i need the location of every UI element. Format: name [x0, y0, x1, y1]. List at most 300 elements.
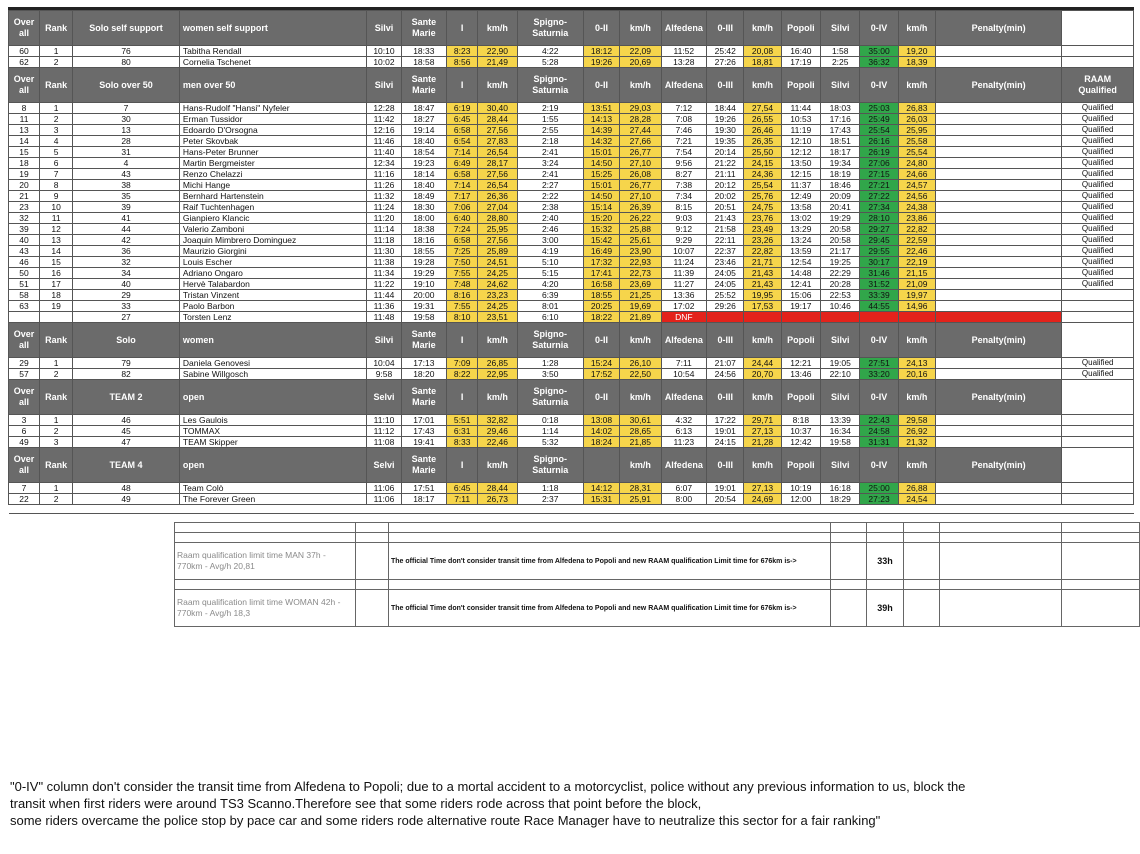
cell-overall: 62 — [9, 57, 40, 68]
cell-raam-qualified — [1062, 483, 1134, 494]
cell-silvi: 10:10 — [367, 46, 401, 57]
cell-popoli: 13:29 — [781, 224, 820, 235]
cell-popoli: 19:17 — [781, 301, 820, 312]
cell-kmh-0-ii: 19,69 — [620, 301, 661, 312]
cell-alfedena: 9:29 — [661, 235, 707, 246]
cell-sante-marie: 19:14 — [401, 125, 447, 136]
cell-alfedena: 11:27 — [661, 279, 707, 290]
cell-kmh-0-iii: 26,55 — [744, 114, 781, 125]
cell-overall: 14 — [9, 136, 40, 147]
cell-silvi: 9:58 — [367, 369, 401, 380]
cell-overall: 43 — [9, 246, 40, 257]
cell-silvi: 11:18 — [367, 235, 401, 246]
column-header: Over all — [9, 68, 40, 103]
cell-sante-marie: 19:10 — [401, 279, 447, 290]
table-row — [9, 290, 1134, 301]
cell-alfedena: 7:38 — [661, 180, 707, 191]
column-header: km/h — [898, 380, 935, 415]
cell-rank: 11 — [40, 213, 73, 224]
cell-sante-marie: 18:17 — [401, 494, 447, 505]
column-header: km/h — [478, 11, 517, 46]
cell-kmh-0-ii: 26,39 — [620, 202, 661, 213]
cell-silvi-2: 18:17 — [821, 147, 860, 158]
cell-bib: 82 — [73, 369, 180, 380]
end-cell — [73, 505, 180, 514]
cell-kmh-0-iv: 24,80 — [898, 158, 935, 169]
table-row — [9, 224, 1134, 235]
cell-kmh-0-ii: 28,28 — [620, 114, 661, 125]
cell-time-0-ii: 16:58 — [583, 279, 619, 290]
cell-name: Hervè Talabardon — [179, 279, 367, 290]
cell-penalty — [936, 268, 1062, 279]
cell-silvi-2: 18:19 — [821, 169, 860, 180]
cell-time-0-iv: 29:45 — [860, 235, 898, 246]
cell-time-i: 6:58 — [447, 169, 478, 180]
cell-kmh-0-ii: 26,77 — [620, 180, 661, 191]
cell-rank: 16 — [40, 268, 73, 279]
cell-bib: 32 — [73, 257, 180, 268]
cell-name: Tristan Vinzent — [179, 290, 367, 301]
column-header: Rank — [40, 68, 73, 103]
cell-silvi-2: 22:10 — [821, 369, 860, 380]
cell-rank: 1 — [40, 358, 73, 369]
column-header: Silvi — [821, 11, 860, 46]
cell-silvi: 10:04 — [367, 358, 401, 369]
cell-name: The Forever Green — [179, 494, 367, 505]
cell-penalty — [936, 246, 1062, 257]
cell-silvi-2: 19:58 — [821, 437, 860, 448]
cell-time-0-iii: 22:11 — [707, 235, 744, 246]
cell-kmh-0-iii: 21,43 — [744, 279, 781, 290]
cell-sante-marie: 19:29 — [401, 268, 447, 279]
cell-bib: 31 — [73, 147, 180, 158]
end-cell — [898, 505, 935, 514]
cell-bib: 47 — [73, 437, 180, 448]
table-row — [9, 213, 1134, 224]
cell-name: Gianpiero Klancic — [179, 213, 367, 224]
cell-spigno-saturnia: 3:50 — [517, 369, 583, 380]
cell-time-i: 8:56 — [447, 57, 478, 68]
cell-kmh-0-iii: 24,15 — [744, 158, 781, 169]
column-header: Penalty(min) — [936, 323, 1062, 358]
cell-time-i: 6:40 — [447, 213, 478, 224]
column-header: km/h — [744, 448, 781, 483]
cell-raam-qualified — [1062, 312, 1134, 323]
column-header: Spigno-Saturnia — [517, 68, 583, 103]
column-header: 0-IV — [860, 68, 898, 103]
cell-kmh-0-ii: 23,90 — [620, 246, 661, 257]
cell-kmh-0-ii: 26,22 — [620, 213, 661, 224]
cell-kmh-i: 22,46 — [478, 437, 517, 448]
column-header: Alfedena — [661, 323, 707, 358]
cell-time-0-iv: 25:03 — [860, 103, 898, 114]
cell-name: Cornelia Tschenet — [179, 57, 367, 68]
cell-time-0-iii: 20:51 — [707, 202, 744, 213]
cell-kmh-0-ii: 27,66 — [620, 136, 661, 147]
cell-popoli: 12:00 — [781, 494, 820, 505]
column-header: women — [179, 323, 367, 358]
cell-time-0-ii: 18:22 — [583, 312, 619, 323]
cell-name: Maurizio Giorgini — [179, 246, 367, 257]
cell-spigno-saturnia: 1:14 — [517, 426, 583, 437]
end-cell — [781, 505, 820, 514]
cell-kmh-0-ii: 25,88 — [620, 224, 661, 235]
cell-silvi-2: 18:29 — [821, 494, 860, 505]
cell-bib: 39 — [73, 202, 180, 213]
limit-row-woman — [175, 590, 1140, 627]
table-row — [9, 483, 1134, 494]
cell-kmh-i: 27,83 — [478, 136, 517, 147]
cell-time-0-iii: 29:26 — [707, 301, 744, 312]
limit-label-woman: Raam qualification limit time WOMAN 42h - 770km - Avg/h 18,3 — [175, 590, 356, 627]
cell-time-0-iv: 44:55 — [860, 301, 898, 312]
cell-kmh-i: 26,54 — [478, 147, 517, 158]
cell-kmh-0-iii: 24,44 — [744, 358, 781, 369]
table-row — [9, 46, 1134, 57]
cell-time-i: 7:48 — [447, 279, 478, 290]
cell-name: Les Gaulois — [179, 415, 367, 426]
cell-spigno-saturnia: 2:38 — [517, 202, 583, 213]
column-header: Penalty(min) — [936, 448, 1062, 483]
cell-time-0-ii: 14:39 — [583, 125, 619, 136]
column-header: Over all — [9, 11, 40, 46]
cell-time-0-ii: 15:14 — [583, 202, 619, 213]
cell-time-0-iii: 20:02 — [707, 191, 744, 202]
cell-popoli: 16:40 — [781, 46, 820, 57]
column-header: Penalty(min) — [936, 380, 1062, 415]
cell-time-0-iii: 25:42 — [707, 46, 744, 57]
cell-bib: 46 — [73, 415, 180, 426]
cell-bib: 36 — [73, 246, 180, 257]
cell-time-i: 7:14 — [447, 147, 478, 158]
cell-kmh-0-iii: 23,49 — [744, 224, 781, 235]
cell-time-0-iii: 19:26 — [707, 114, 744, 125]
cell-kmh-i: 26,73 — [478, 494, 517, 505]
column-header: Alfedena — [661, 68, 707, 103]
cell-penalty — [936, 158, 1062, 169]
cell-spigno-saturnia: 4:19 — [517, 246, 583, 257]
cell-silvi-2: 17:43 — [821, 125, 860, 136]
end-cell — [9, 505, 40, 514]
cell-kmh-i: 28,44 — [478, 114, 517, 125]
column-header: Sante Marie — [401, 323, 447, 358]
cell-overall: 6 — [9, 426, 40, 437]
cell-bib: 29 — [73, 290, 180, 301]
column-header: 0-III — [707, 448, 744, 483]
cell-bib: 13 — [73, 125, 180, 136]
cell-time-0-iii: 21:22 — [707, 158, 744, 169]
cell-time-0-ii: 17:52 — [583, 369, 619, 380]
column-header: Popoli — [781, 68, 820, 103]
cell-silvi: 12:34 — [367, 158, 401, 169]
cell-rank: 10 — [40, 202, 73, 213]
cell-time-0-iii: 19:30 — [707, 125, 744, 136]
cell-rank: 18 — [40, 290, 73, 301]
cell-silvi: 11:32 — [367, 191, 401, 202]
cell-overall: 11 — [9, 114, 40, 125]
cell-kmh-0-iii: 26,46 — [744, 125, 781, 136]
cell-penalty — [936, 369, 1062, 380]
cell-time-0-iv: 36:32 — [860, 57, 898, 68]
cell-penalty — [936, 147, 1062, 158]
column-header: Over all — [9, 448, 40, 483]
cell-raam-qualified — [1062, 426, 1134, 437]
footnote — [10, 778, 1134, 829]
cell-kmh-i: 26,54 — [478, 180, 517, 191]
column-header: Popoli — [781, 380, 820, 415]
cell-time-i: 5:51 — [447, 415, 478, 426]
cell-time-0-ii: 18:12 — [583, 46, 619, 57]
cell-kmh-i: 25,95 — [478, 224, 517, 235]
cell-time-i: 6:19 — [447, 103, 478, 114]
cell-popoli: 13:58 — [781, 202, 820, 213]
cell-raam-qualified: Qualified — [1062, 114, 1134, 125]
table-row — [9, 147, 1134, 158]
column-header: I — [447, 11, 478, 46]
column-header: TEAM 2 — [73, 380, 180, 415]
cell-name: Torsten Lenz — [179, 312, 367, 323]
cell-raam-qualified — [1062, 301, 1134, 312]
column-header: Silvi — [821, 68, 860, 103]
cell-name: Tabitha Rendall — [179, 46, 367, 57]
column-header: Sante Marie — [401, 68, 447, 103]
cell-penalty — [936, 257, 1062, 268]
cell-name: Raif Tuchtenhagen — [179, 202, 367, 213]
cell-popoli: 10:19 — [781, 483, 820, 494]
cell-bib: 80 — [73, 57, 180, 68]
cell-kmh-0-iii: 23,76 — [744, 213, 781, 224]
column-header: Spigno-Saturnia — [517, 380, 583, 415]
cell-time-0-iv: 26:16 — [860, 136, 898, 147]
cell-time-0-ii: 15:31 — [583, 494, 619, 505]
cell-kmh-i: 29,46 — [478, 426, 517, 437]
cell-time-0-iv: 30:17 — [860, 257, 898, 268]
cell-popoli: 12:41 — [781, 279, 820, 290]
cell-name: Adriano Ongaro — [179, 268, 367, 279]
cell-silvi-2 — [821, 312, 860, 323]
cell-kmh-0-ii: 27,44 — [620, 125, 661, 136]
cell-sante-marie: 19:28 — [401, 257, 447, 268]
cell-time-0-iv — [860, 312, 898, 323]
column-header: 0-II — [583, 380, 619, 415]
cell-kmh-0-iv: 25,95 — [898, 125, 935, 136]
table-row — [9, 180, 1134, 191]
cell-kmh-i: 21,49 — [478, 57, 517, 68]
cell-silvi: 11:06 — [367, 494, 401, 505]
cell-bib: 79 — [73, 358, 180, 369]
cell-raam-qualified — [1062, 57, 1134, 68]
column-header: km/h — [620, 11, 661, 46]
cell-overall: 13 — [9, 125, 40, 136]
cell-popoli: 11:19 — [781, 125, 820, 136]
cell-popoli: 10:53 — [781, 114, 820, 125]
column-header: Over all — [9, 380, 40, 415]
column-header: km/h — [898, 323, 935, 358]
cell-silvi-2: 19:29 — [821, 213, 860, 224]
cell-time-0-iv: 28:10 — [860, 213, 898, 224]
cell-time-0-iii: 22:37 — [707, 246, 744, 257]
cell-name: Joaquin Mimbrero Dominguez — [179, 235, 367, 246]
cell-time-0-iv: 31:31 — [860, 437, 898, 448]
cell-sante-marie: 18:38 — [401, 224, 447, 235]
cell-penalty — [936, 180, 1062, 191]
cell-kmh-0-iv: 21,09 — [898, 279, 935, 290]
cell-kmh-0-iv: 25,58 — [898, 136, 935, 147]
limit-row-man — [175, 543, 1140, 580]
cell-kmh-0-iii — [744, 312, 781, 323]
column-header — [1062, 11, 1134, 46]
cell-overall: 32 — [9, 213, 40, 224]
cell-raam-qualified — [1062, 415, 1134, 426]
cell-spigno-saturnia: 4:22 — [517, 46, 583, 57]
column-header: I — [447, 68, 478, 103]
column-header: Solo over 50 — [73, 68, 180, 103]
cell-time-0-iii: 20:54 — [707, 494, 744, 505]
cell-kmh-i: 27,56 — [478, 235, 517, 246]
cell-kmh-0-iii: 17,53 — [744, 301, 781, 312]
table-row — [9, 301, 1134, 312]
cell-spigno-saturnia: 5:15 — [517, 268, 583, 279]
cell-spigno-saturnia: 2:27 — [517, 180, 583, 191]
cell-kmh-0-ii: 26,08 — [620, 169, 661, 180]
cell-time-0-iii: 21:07 — [707, 358, 744, 369]
end-cell — [583, 505, 619, 514]
cell-alfedena: 11:39 — [661, 268, 707, 279]
cell-bib: 40 — [73, 279, 180, 290]
cell-spigno-saturnia: 3:24 — [517, 158, 583, 169]
cell-kmh-0-ii: 22,50 — [620, 369, 661, 380]
cell-bib: 76 — [73, 46, 180, 57]
cell-kmh-i: 22,90 — [478, 46, 517, 57]
cell-overall: 21 — [9, 191, 40, 202]
cell-time-i: 7:25 — [447, 246, 478, 257]
column-header: 0-III — [707, 11, 744, 46]
cell-spigno-saturnia: 1:18 — [517, 483, 583, 494]
cell-raam-qualified: Qualified — [1062, 369, 1134, 380]
cell-overall: 51 — [9, 279, 40, 290]
cell-kmh-i: 27,56 — [478, 125, 517, 136]
cell-kmh-0-ii: 22,93 — [620, 257, 661, 268]
cell-overall: 40 — [9, 235, 40, 246]
cell-overall: 46 — [9, 257, 40, 268]
cell-silvi-2: 21:17 — [821, 246, 860, 257]
cell-penalty — [936, 279, 1062, 290]
cell-rank: 12 — [40, 224, 73, 235]
cell-kmh-i: 24,62 — [478, 279, 517, 290]
cell-kmh-i: 24,25 — [478, 268, 517, 279]
cell-raam-qualified: Qualified — [1062, 213, 1134, 224]
column-header: km/h — [744, 11, 781, 46]
cell-name: Hans-Peter Brunner — [179, 147, 367, 158]
cell-kmh-0-iii: 27,13 — [744, 426, 781, 437]
cell-kmh-0-iii: 21,43 — [744, 268, 781, 279]
cell-silvi: 11:38 — [367, 257, 401, 268]
cell-silvi-2: 18:03 — [821, 103, 860, 114]
cell-kmh-0-ii: 27,10 — [620, 158, 661, 169]
cell-bib: 44 — [73, 224, 180, 235]
cell-time-i: 7:24 — [447, 224, 478, 235]
column-header: 0-III — [707, 323, 744, 358]
cell-time-i: 8:10 — [447, 312, 478, 323]
cell-overall: 23 — [9, 202, 40, 213]
cell-sante-marie: 19:23 — [401, 158, 447, 169]
cell-overall: 57 — [9, 369, 40, 380]
cell-rank: 14 — [40, 246, 73, 257]
column-header: Silvi — [367, 11, 401, 46]
cell-kmh-0-iv: 24,66 — [898, 169, 935, 180]
section-header-row — [9, 323, 1134, 358]
cell-kmh-0-iii: 29,71 — [744, 415, 781, 426]
cell-overall: 60 — [9, 46, 40, 57]
cell-time-0-iii: 19:35 — [707, 136, 744, 147]
cell-spigno-saturnia: 1:55 — [517, 114, 583, 125]
cell-penalty — [936, 290, 1062, 301]
table-row — [9, 57, 1134, 68]
column-header: Solo — [73, 323, 180, 358]
cell-spigno-saturnia: 5:32 — [517, 437, 583, 448]
cell-name: Daniela Genovesi — [179, 358, 367, 369]
column-header: km/h — [898, 11, 935, 46]
cell-bib: 33 — [73, 301, 180, 312]
cell-kmh-0-iv: 26,88 — [898, 483, 935, 494]
cell-sante-marie: 18:30 — [401, 202, 447, 213]
cell-time-0-iii: 21:11 — [707, 169, 744, 180]
cell-alfedena: 7:34 — [661, 191, 707, 202]
cell-overall: 18 — [9, 158, 40, 169]
cell-raam-qualified: Qualified — [1062, 125, 1134, 136]
cell-time-0-ii: 18:24 — [583, 437, 619, 448]
cell-alfedena: 13:28 — [661, 57, 707, 68]
cell-kmh-0-iii: 25,54 — [744, 180, 781, 191]
cell-time-0-ii: 15:24 — [583, 358, 619, 369]
cell-sante-marie: 20:00 — [401, 290, 447, 301]
cell-silvi: 11:16 — [367, 169, 401, 180]
cell-rank: 19 — [40, 301, 73, 312]
cell-time-0-ii: 14:13 — [583, 114, 619, 125]
cell-time-0-ii: 16:49 — [583, 246, 619, 257]
cell-popoli: 17:19 — [781, 57, 820, 68]
cell-time-0-iii: 23:46 — [707, 257, 744, 268]
cell-time-0-ii: 15:32 — [583, 224, 619, 235]
cell-sante-marie: 17:51 — [401, 483, 447, 494]
cell-silvi-2: 16:34 — [821, 426, 860, 437]
column-header: Silvi — [367, 68, 401, 103]
cell-penalty — [936, 125, 1062, 136]
cell-alfedena: 7:54 — [661, 147, 707, 158]
cell-sante-marie: 18:00 — [401, 213, 447, 224]
cell-time-i: 8:23 — [447, 46, 478, 57]
cell-kmh-i: 22,95 — [478, 369, 517, 380]
column-header: Spigno-Saturnia — [517, 448, 583, 483]
section-header-row — [9, 68, 1134, 103]
cell-time-0-iii: 21:43 — [707, 213, 744, 224]
cell-raam-qualified — [1062, 437, 1134, 448]
cell-time-0-iv: 27:15 — [860, 169, 898, 180]
cell-silvi: 11:36 — [367, 301, 401, 312]
column-header: Silvi — [367, 323, 401, 358]
table-row — [9, 202, 1134, 213]
end-cell — [744, 505, 781, 514]
cell-bib: 43 — [73, 169, 180, 180]
cell-raam-qualified: Qualified — [1062, 103, 1134, 114]
cell-overall — [9, 312, 40, 323]
cell-alfedena: 9:03 — [661, 213, 707, 224]
table-row — [9, 426, 1134, 437]
cell-kmh-0-ii: 28,65 — [620, 426, 661, 437]
cell-time-i: 6:45 — [447, 114, 478, 125]
cell-rank: 6 — [40, 158, 73, 169]
cell-kmh-i: 32,82 — [478, 415, 517, 426]
